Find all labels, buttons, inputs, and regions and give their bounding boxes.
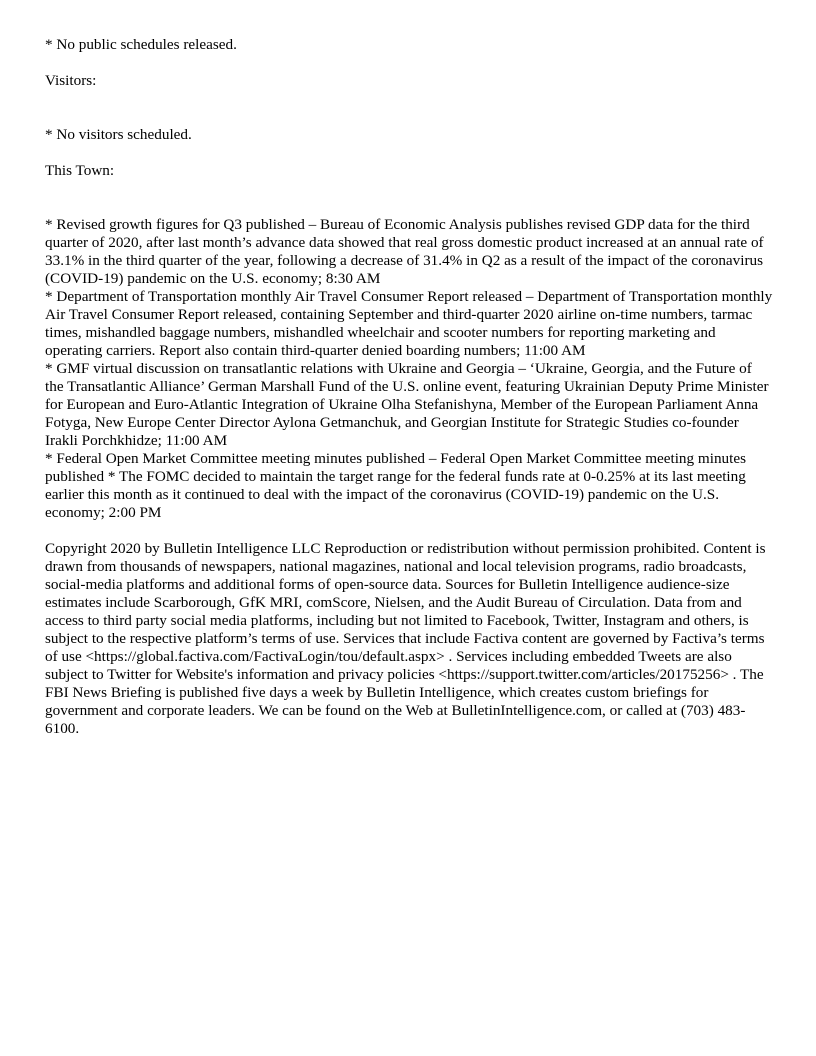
spacer [45,522,773,540]
visitors-note: * No visitors scheduled. [45,126,192,143]
schedules-note: * No public schedules released. [45,36,237,53]
copyright-notice: Copyright 2020 by Bulletin Intelligence LLC Reproduction or redistribution without permission prohibited. Content is drawn from thousands of newspapers, national magazines, national and local television programs, radio broadcasts, social-media platforms and additional forms of open-source data. Sources for Bulletin Intelligence audience-size estimates include Scarborough, GfK MRI, comScore, Nielsen, and the Audit Bureau of Circulation. Data from and access to third party social media platforms, including but not limited to Facebook, Twitter, Instagram and others, is subject to the respective platform’s terms of use. Services that include Factiva content are governed by Factiva’s terms of use <https://global.factiva.com/FactivaLogin/tou/default.aspx> . Services including embedded Tweets are also subject to Twitter for Website's information and privacy policies <https://support.twitter.com/articles/20175256> . The FBI News Briefing is published five days a week by Bulletin Intelligence, which creates custom briefings for government and corporate leaders. We can be found on the Web at BulletinIntelligence.com, or called at (703) 483-6100. [45,540,766,737]
spacer [45,180,773,216]
spacer [45,54,773,72]
document-page [45,36,773,738]
visitors-heading: Visitors: [45,72,97,89]
event-list [45,216,773,522]
spacer [45,90,773,126]
event-item: * Department of Transportation monthly Air Travel Consumer Report released – Department of Transportation monthly Air Travel Consumer Report released, containing September and third-quarter 2020 airline on-time numbers, tarmac times, mishandled baggage numbers, mishandled wheelchair and scooter numbers for reporting marketing and operating carriers. Report also contain third-quarter denied boarding numbers; 11:00 AM [45,288,773,359]
event-item: * Revised growth figures for Q3 published – Bureau of Economic Analysis publishes revised GDP data for the third quarter of 2020, after last month’s advance data showed that real gross domestic product increased at an annual rate of 33.1% in the third quarter of the year, following a decrease of 31.4% in Q2 as a result of the impact of the coronavirus (COVID-19) pandemic on the U.S. economy; 8:30 AM [45,216,764,287]
event-item: * GMF virtual discussion on transatlantic relations with Ukraine and Georgia – ‘Ukraine, Georgia, and the Future of the Transatlantic Alliance’ German Marshall Fund of the U.S. online event, featuring Ukrainian Deputy Prime Minister for European and Euro-Atlantic Integration of Ukraine Olha Stefanishyna, Member of the European Parliament Anna Fotyga, New Europe Center Director Aylona Getmanchuk, and Georgian Institute for Strategic Studies co-founder Irakli Porchkhidze; 11:00 AM [45,360,769,449]
event-item: * Federal Open Market Committee meeting minutes published – Federal Open Market Committee meeting minutes published * The FOMC decided to maintain the target range for the federal funds rate at 0-0.25% at its last meeting earlier this month as it continued to deal with the impact of the coronavirus (COVID-19) pandemic on the U.S. economy; 2:00 PM [45,450,746,521]
spacer [45,144,773,162]
this-town-heading: This Town: [45,162,115,179]
